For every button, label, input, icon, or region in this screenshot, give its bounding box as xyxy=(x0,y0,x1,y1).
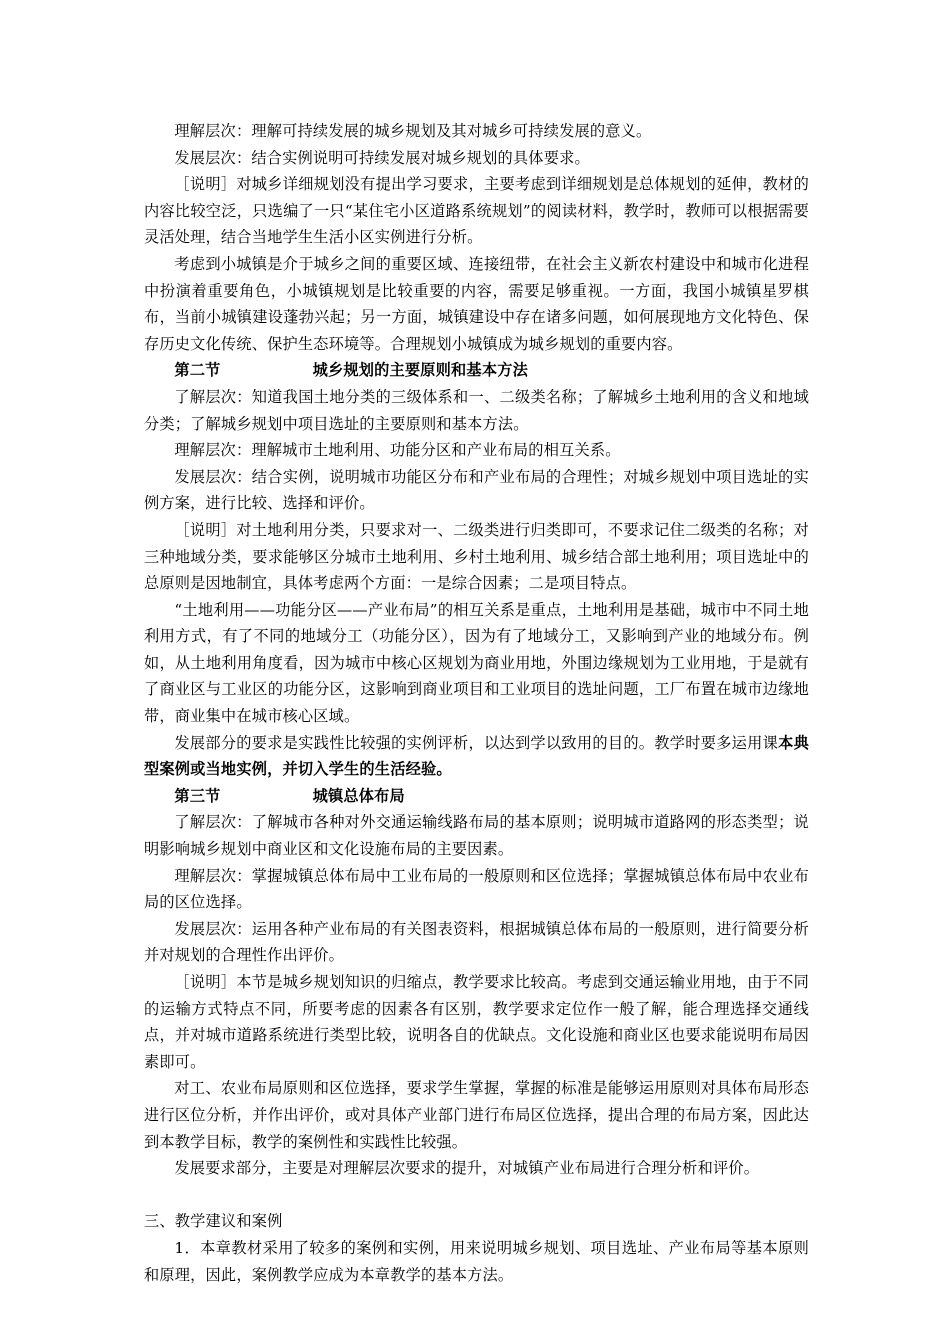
paragraph: 发展层次：结合实例说明可持续发展对城乡规划的具体要求。 xyxy=(174,148,590,167)
section-heading xyxy=(144,357,809,384)
paragraph: 了解层次：了解城市各种对外交通运输线路布局的基本原则；说明城市道路网的形态类型；说明影响城乡规划中商业区和文化设施布局的主要因素。 xyxy=(144,813,809,859)
paragraph: 对工、农业布局原则和区位选择，要求学生掌握，掌握的标准是能够运用原则对具体布局形态进行区位分析，并作出评价，或对具体产业部门进行布局区位选择，提出合理的布局方案，因此达到本教学目标，教学的案例性和实践性比较强。 xyxy=(144,1079,809,1151)
paragraph: 发展要求部分，主要是对理解层次要求的提升，对城镇产业布局进行合理分析和评价。 xyxy=(174,1159,760,1178)
section-title: 城乡规划的主要原则和基本方法 xyxy=(312,361,528,380)
section-number: 第三节 xyxy=(174,786,221,805)
paragraph-bold-text: 本典型案例或当地实例，并切入学生的生活经验。 xyxy=(144,733,809,779)
section-heading xyxy=(144,783,809,810)
chapter-heading: 三、教学建议和案例 xyxy=(144,1212,283,1231)
blank-line xyxy=(144,1182,809,1209)
document-body xyxy=(144,118,809,1288)
paragraph: 了解层次：知道我国土地分类的三级体系和一、二级类名称；了解城乡土地利用的含义和地域分类；了解城乡规划中项目选址的主要原则和基本方法。 xyxy=(144,387,809,433)
paragraph-text: 发展部分的要求是实践性比较强的实例评析，以达到学以致用的目的。教学时要多运用课 xyxy=(174,733,779,752)
paragraph xyxy=(144,730,809,783)
paragraph: 理解层次：理解可持续发展的城乡规划及其对城乡可持续发展的意义。 xyxy=(174,122,652,140)
paragraph: 1．本章教材采用了较多的案例和实例，用来说明城乡规划、项目选址、产业布局等基本原则和原理，因此，案例教学应成为本章教学的基本方法。 xyxy=(144,1238,809,1284)
paragraph: ［说明］对土地利用分类，只要求对一、二级类进行归类即可，不要求记住二级类的名称；对三种地域分类，要求能够区分城市土地利用、乡村土地利用、城乡结合部土地利用；项目选址中的总原则是因地制宜，具体考虑两个方面：一是综合因素；二是项目特点。 xyxy=(144,520,809,593)
paragraph: “土地利用——功能分区——产业布局”的相互关系是重点，土地利用是基础，城市中不同土地利用方式，有了不同的地域分工（功能分区），因为有了地域分工，又影响到产业的地域分布。例如，从土地利用角度看，因为城市中核心区规划为商业用地，外围边缘规划为工业用地，于是就有了商业区与工业区的功能分区，这影响到商业项目和工业项目的选址问题，工厂布置在城市边缘地带，商业集中在城市核心区域。 xyxy=(144,600,809,726)
section-number: 第二节 xyxy=(174,361,221,380)
paragraph: 发展层次：结合实例，说明城市功能区分布和产业布局的合理性；对城乡规划中项目选址的实例方案，进行比较、选择和评价。 xyxy=(144,467,809,513)
paragraph: 理解层次：理解城市土地利用、功能分区和产业布局的相互关系。 xyxy=(174,441,621,460)
paragraph: 考虑到小城镇是介于城乡之间的重要区域、连接纽带，在社会主义新农村建设中和城市化进程中扮演着重要角色，小城镇规划是比较重要的内容，需要足够重视。一方面，我国小城镇星罗棋布，当前小城镇建设蓬勃兴起；另一方面，城镇建设中存在诸多问题，如何展现地方文化特色、保存历史文化传统、保护生态环境等。合理规划小城镇成为城乡规划的重要内容。 xyxy=(144,254,809,353)
paragraph: 发展层次：运用各种产业布局的有关图表资料，根据城镇总体布局的一般原则，进行简要分析并对规划的合理性作出评价。 xyxy=(144,919,809,965)
paragraph: 理解层次：掌握城镇总体布局中工业布局的一般原则和区位选择；掌握城镇总体布局中农业布局的区位选择。 xyxy=(144,866,809,912)
paragraph: ［说明］本节是城乡规划知识的归缩点，教学要求比较高。考虑到交通运输业用地，由于不同的运输方式特点不同，所要考虑的因素各有区别，教学要求定位作一般了解，能合理选择交通线点，并对城市道路系统进行类型比较，说明各自的优缺点。文化设施和商业区也要求能说明布局因素即可。 xyxy=(144,973,809,1071)
paragraph: ［说明］对城乡详细规划没有提出学习要求，主要考虑到详细规划是总体规划的延伸，教材的内容比较空泛，只选编了一只“某住宅小区道路系统规划”的阅读材料，教学时，教师可以根据需要灵活处理，结合当地学生生活小区实例进行分析。 xyxy=(144,175,809,247)
section-title: 城镇总体布局 xyxy=(312,786,405,805)
